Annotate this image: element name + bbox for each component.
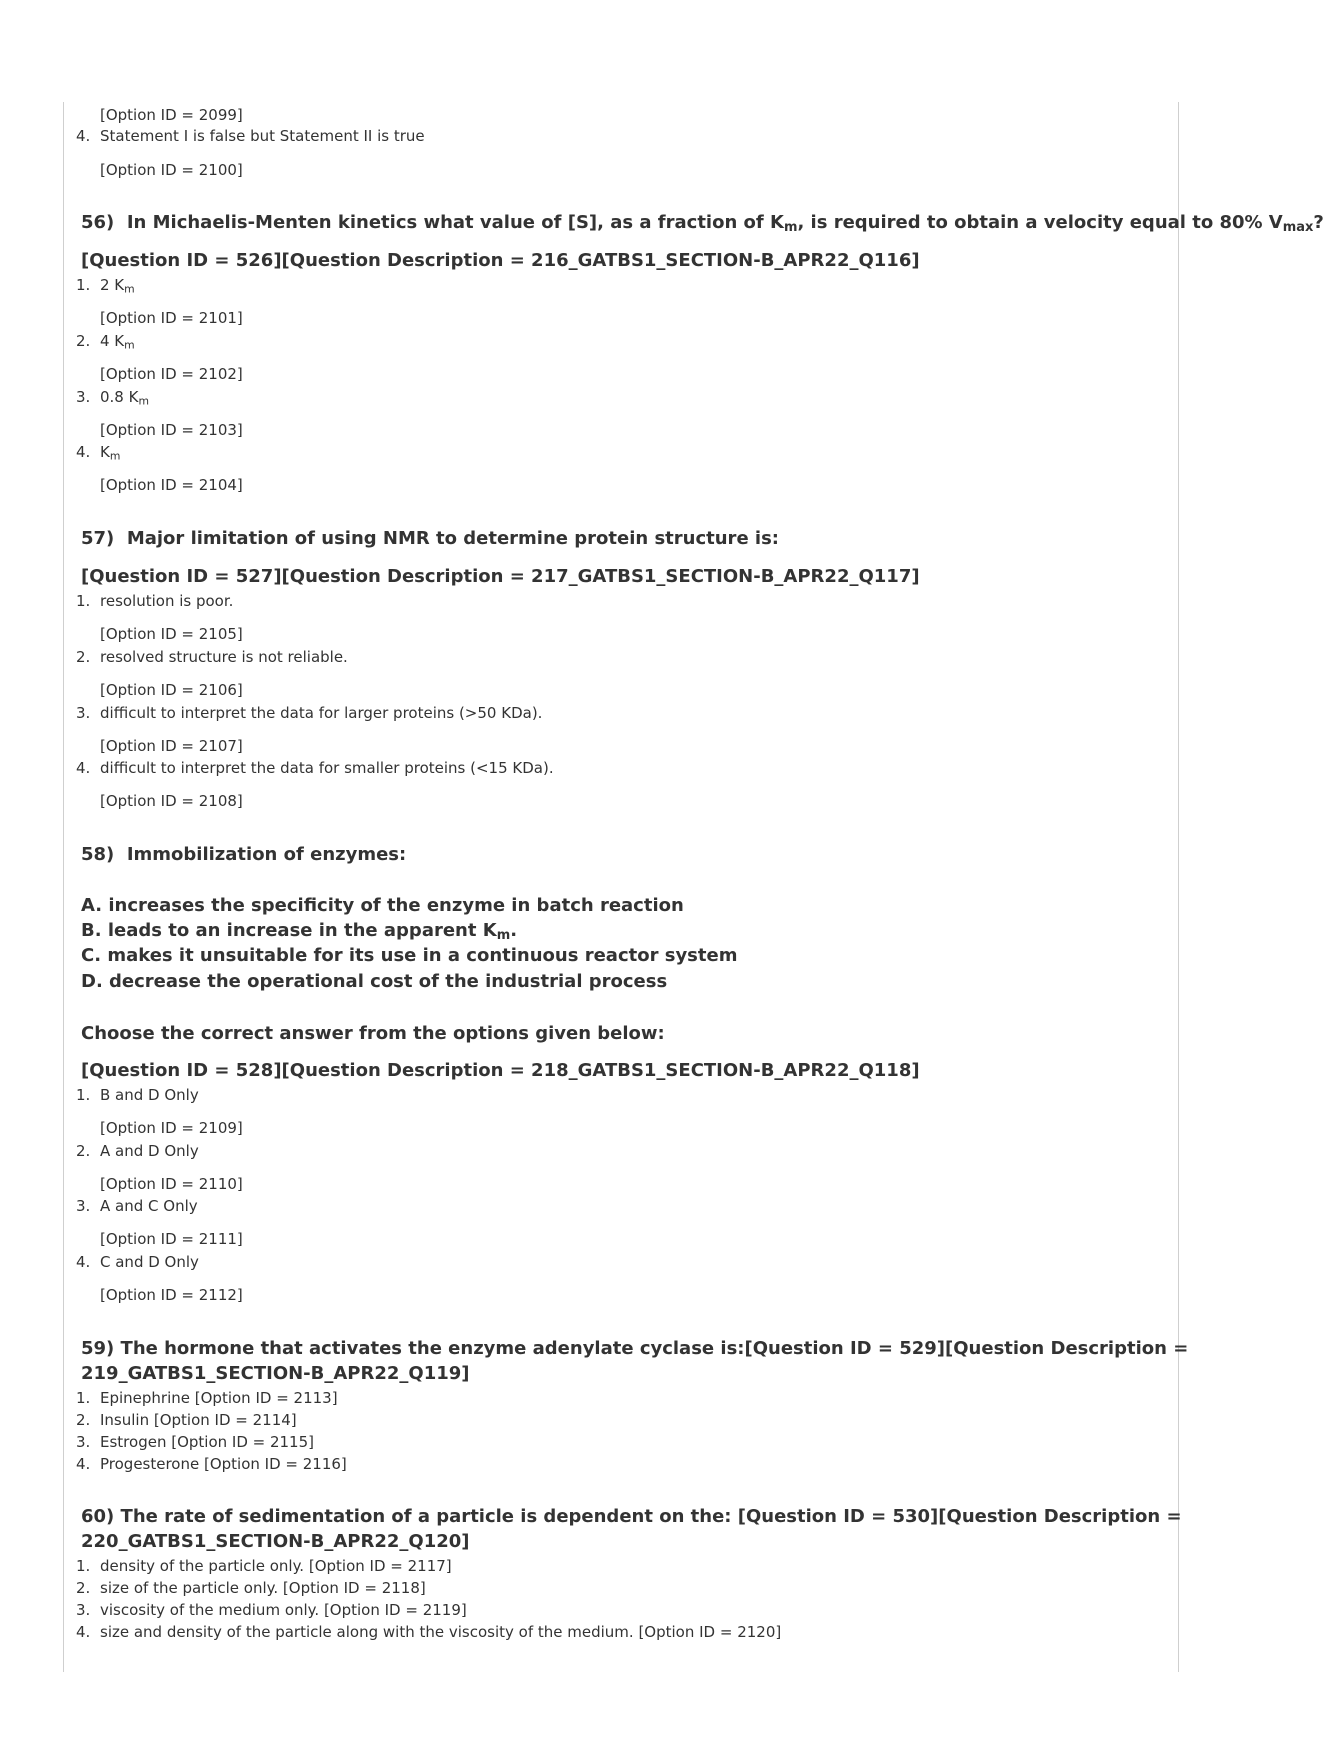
- question-number: 58): [81, 844, 115, 865]
- question-text-part: , is required to obtain a velocity equal to 80% V: [797, 212, 1283, 233]
- option-id: [Option ID = 2108]: [100, 792, 243, 810]
- option-text: A and C Only: [100, 1197, 198, 1215]
- option-number: 1.: [76, 1557, 91, 1575]
- subscript: m: [124, 282, 135, 296]
- question-number: 56): [81, 212, 115, 233]
- option-text: B and D Only: [100, 1086, 199, 1104]
- subscript: m: [138, 394, 149, 408]
- option-text: K: [100, 443, 110, 461]
- option-text: A and D Only: [100, 1142, 199, 1160]
- option-number: 3.: [76, 388, 91, 406]
- subscript: m: [783, 220, 798, 236]
- option-text: difficult to interpret the data for smaller proteins (<15 KDa).: [100, 759, 554, 777]
- subscript: max: [1282, 220, 1314, 236]
- option-text: density of the particle only. [Option ID = 2117]: [100, 1557, 452, 1575]
- question-text-part: ?: [1313, 212, 1324, 233]
- option-text: difficult to interpret the data for larger proteins (>50 KDa).: [100, 704, 543, 722]
- option-number: 4.: [76, 1623, 91, 1641]
- option-text: Estrogen [Option ID = 2115]: [100, 1433, 314, 1451]
- statement-text: B. leads to an increase in the apparent K: [81, 920, 497, 941]
- option-text: Progesterone [Option ID = 2116]: [100, 1455, 347, 1473]
- option-text: 4 K: [100, 332, 125, 350]
- statement-b: [81, 920, 518, 944]
- option-item: [76, 127, 425, 145]
- option-id: [Option ID = 2107]: [100, 737, 243, 755]
- subscript: m: [496, 928, 511, 944]
- option-text: C and D Only: [100, 1253, 199, 1271]
- option-item: [76, 704, 542, 722]
- option-item: [76, 1253, 199, 1271]
- option-number: 2.: [76, 1411, 91, 1429]
- option-item: [76, 1623, 781, 1641]
- question-prompt: Choose the correct answer from the options given below:: [81, 1023, 665, 1044]
- option-item: [76, 1389, 338, 1407]
- option-text: size of the particle only. [Option ID = 2118]: [100, 1579, 426, 1597]
- option-number: 1.: [76, 1389, 91, 1407]
- option-item: [76, 1557, 452, 1575]
- option-item: [76, 648, 348, 666]
- option-number: 3.: [76, 1601, 91, 1619]
- option-number: 3.: [76, 1197, 91, 1215]
- question-60-text: 60) The rate of sedimentation of a particle is dependent on the: [Question ID = 530][Question Description =: [81, 1506, 1182, 1527]
- option-id: [Option ID = 2104]: [100, 476, 243, 494]
- question-58-text: [81, 844, 406, 865]
- option-item: [76, 1086, 199, 1104]
- statement-d: D. decrease the operational cost of the industrial process: [81, 971, 668, 992]
- question-number: 57): [81, 528, 115, 549]
- option-text: Statement I is false but Statement II is true: [100, 127, 425, 145]
- option-number: 3.: [76, 704, 91, 722]
- subscript: m: [124, 338, 135, 352]
- option-text: resolved structure is not reliable.: [100, 648, 348, 666]
- option-number: 1.: [76, 592, 91, 610]
- subscript: m: [109, 449, 121, 463]
- question-59-text: 59) The hormone that activates the enzyme adenylate cyclase is:[Question ID = 529][Question Description =: [81, 1338, 1189, 1359]
- option-id: [Option ID = 2103]: [100, 421, 243, 439]
- option-number: 2.: [76, 1142, 91, 1160]
- question-meta: [Question ID = 526][Question Description = 216_GATBS1_SECTION-B_APR22_Q116]: [81, 250, 920, 271]
- statement-text: .: [510, 920, 518, 941]
- left-margin-rule: [63, 102, 64, 1672]
- question-text-part: Immobilization of enzymes:: [126, 844, 407, 865]
- option-number: 4.: [76, 127, 91, 145]
- option-item: [76, 1411, 297, 1429]
- option-number: 1.: [76, 1086, 91, 1104]
- option-id: [Option ID = 2101]: [100, 309, 243, 327]
- question-meta: [Question ID = 527][Question Description = 217_GATBS1_SECTION-B_APR22_Q117]: [81, 566, 920, 587]
- option-id: [Option ID = 2100]: [100, 161, 243, 179]
- question-56-text: [81, 212, 1324, 236]
- option-text: resolution is poor.: [100, 592, 234, 610]
- option-number: 4.: [76, 443, 91, 461]
- option-id: [Option ID = 2106]: [100, 681, 243, 699]
- option-item: [76, 1455, 347, 1473]
- option-item: [76, 1601, 467, 1619]
- option-item: [76, 1142, 199, 1160]
- option-number: 4.: [76, 1253, 91, 1271]
- option-item: [76, 1433, 314, 1451]
- option-item: [76, 1579, 426, 1597]
- option-id: [Option ID = 2111]: [100, 1230, 243, 1248]
- statement-a: A. increases the specificity of the enzyme in batch reaction: [81, 895, 684, 916]
- option-id: [Option ID = 2109]: [100, 1119, 243, 1137]
- question-59-text-cont: 219_GATBS1_SECTION-B_APR22_Q119]: [81, 1363, 470, 1384]
- right-margin-rule: [1178, 102, 1179, 1672]
- option-text: 0.8 K: [100, 388, 139, 406]
- question-57-text: [81, 528, 779, 549]
- option-item: [76, 443, 120, 461]
- option-number: 3.: [76, 1433, 91, 1451]
- option-text: Epinephrine [Option ID = 2113]: [100, 1389, 338, 1407]
- option-text: viscosity of the medium only. [Option ID = 2119]: [100, 1601, 467, 1619]
- option-number: 2.: [76, 648, 91, 666]
- option-number: 2.: [76, 332, 91, 350]
- option-item: [76, 759, 554, 777]
- option-id: [Option ID = 2105]: [100, 625, 243, 643]
- option-text: Insulin [Option ID = 2114]: [100, 1411, 297, 1429]
- option-number: 4.: [76, 1455, 91, 1473]
- option-number: 4.: [76, 759, 91, 777]
- option-item: [76, 388, 149, 406]
- option-id: [Option ID = 2110]: [100, 1175, 243, 1193]
- option-text: 2 K: [100, 276, 125, 294]
- statement-c: C. makes it unsuitable for its use in a continuous reactor system: [81, 945, 738, 966]
- question-text-part: In Michaelis-Menten kinetics what value of [S], as a fraction of K: [126, 212, 784, 233]
- question-text-part: Major limitation of using NMR to determine protein structure is:: [126, 528, 779, 549]
- option-item: [76, 332, 135, 350]
- option-id: [Option ID = 2099]: [100, 106, 243, 124]
- option-item: [76, 276, 135, 294]
- option-item: [76, 1197, 198, 1215]
- option-text: size and density of the particle along with the viscosity of the medium. [Option ID = 2120]: [100, 1623, 782, 1641]
- option-item: [76, 592, 233, 610]
- option-id: [Option ID = 2102]: [100, 365, 243, 383]
- option-number: 2.: [76, 1579, 91, 1597]
- option-number: 1.: [76, 276, 91, 294]
- option-id: [Option ID = 2112]: [100, 1286, 243, 1304]
- question-60-text-cont: 220_GATBS1_SECTION-B_APR22_Q120]: [81, 1531, 470, 1552]
- question-meta: [Question ID = 528][Question Description = 218_GATBS1_SECTION-B_APR22_Q118]: [81, 1060, 920, 1081]
